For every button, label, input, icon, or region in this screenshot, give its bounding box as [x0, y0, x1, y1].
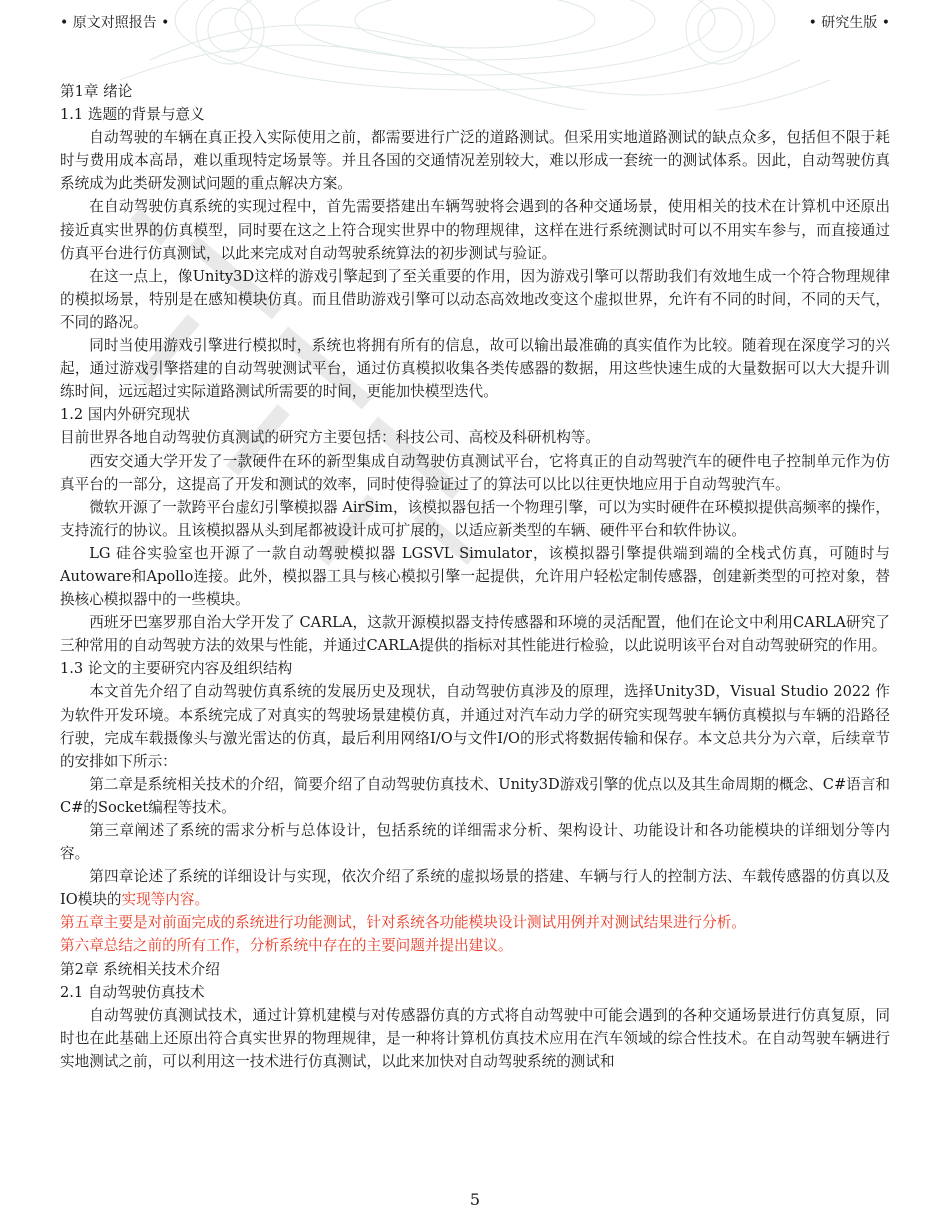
paragraph: 目前世界各地自动驾驶仿真测试的研究方主要包括：科技公司、高校及科研机构等。	[60, 429, 600, 447]
section-1-2-title: 1.2 国内外研究现状	[60, 406, 191, 424]
section-2-1-title: 2.1 自动驾驶仿真技术	[60, 983, 205, 1001]
highlighted-paragraph: 第六章总结之前的所有工作，分析系统中存在的主要问题并提出建议。	[60, 937, 513, 955]
page-number: 5	[469, 1190, 481, 1209]
paragraph: 第二章是系统相关技术的介绍，简要介绍了自动驾驶仿真技术、Unity3D游戏引擎的优点以及其生命周期的概念、C#语言和C#的Socket编程等技术。	[60, 775, 890, 816]
paragraph: 自动驾驶的车辆在真正投入实际使用之前，都需要进行广泛的道路测试。但采用实地道路测试的缺点众多，包括但不限于耗时与费用成本高昂，难以重现特定场景等。并且各国的交通情况差别较大，难以形成一套统一的测试体系。因此，自动驾驶仿真系统成为此类研发测试问题的重点解决方案。	[60, 129, 890, 193]
highlighted-text: 实现等内容。	[121, 891, 210, 909]
paragraph: 西班牙巴塞罗那自治大学开发了 CARLA，这款开源模拟器支持传感器和环境的灵活配置，他们在论文中利用CARLA研究了三种常用的自动驾驶方法的效果与性能，并通过CARLA提供的指标对其性能进行检验，以此说明该平台对自动驾驶研究的作用。	[60, 614, 890, 655]
paragraph: 微软开源了一款跨平台虚幻引擎模拟器 AirSim，该模拟器包括一个物理引擎，可以为实时硬件在环模拟提供高频率的操作，支持流行的协议。且该模拟器从头到尾都被设计成可扩展的，以适应新类型的车辆、硬件平台和软件协议。	[60, 498, 890, 539]
chapter-1-title: 第1章 绪论	[60, 83, 133, 100]
report-type-label: • 原文对照报告 •	[60, 15, 170, 31]
paragraph-text: 第四章论述了系统的详细设计与实现，依次介绍了系统的虚拟场景的搭建、车辆与行人的控制方法、车载传感器的仿真以及IO模块的	[60, 868, 890, 909]
paragraph	[60, 865, 890, 911]
section-1-3-title: 1.3 论文的主要研究内容及组织结构	[60, 660, 293, 678]
paragraph: 在这一点上，像Unity3D这样的游戏引擎起到了至关重要的作用，因为游戏引擎可以帮助我们有效地生成一个符合物理规律的模拟场景，特别是在感知模块仿真。而且借助游戏引擎可以动态高效地改变这个虚拟世界，允许有不同的时间，不同的天气，不同的路况。	[60, 267, 890, 331]
paragraph: 西安交通大学开发了一款硬件在环的新型集成自动驾驶仿真测试平台，它将真正的自动驾驶汽车的硬件电子控制单元作为仿真平台的一部分，这提高了开发和测试的效率，同时使得验证过了的算法可以比以往更快地应用于自动驾驶汽车。	[60, 452, 890, 493]
paragraph: 自动驾驶仿真测试技术，通过计算机建模与对传感器仿真的方式将自动驾驶中可能会遇到的各种交通场景进行仿真复原，同时也在此基础上还原出符合真实世界的物理规律，是一种将计算机仿真技术应用在汽车领域的综合性技术。在自动驾驶车辆进行实地测试之前，可以利用这一技术进行仿真测试，以此来加快对自动驾驶系统的测试和	[60, 1006, 890, 1070]
document-body	[60, 80, 890, 1073]
paragraph: 本文首先介绍了自动驾驶仿真系统的发展历史及现状，自动驾驶仿真涉及的原理，选择Unity3D，Visual Studio 2022 作为软件开发环境。本系统完成了对真实的驾驶场景建模仿真，并通过对汽车动力学的研究实现驾驶车辆仿真模拟与车辆的沿路径行驶，完成车载摄像头与激光雷达的仿真，最后利用网络I/O与文件I/O的形式将数据传输和保存。本文总共分为六章，后续章节的安排如下所示：	[60, 683, 890, 770]
paragraph: LG 硅谷实验室也开源了一款自动驾驶模拟器 LGSVL Simulator，该模拟器引擎提供端到端的全栈式仿真，可随时与Autoware和Apollo连接。此外，模拟器工具与核心模拟引擎一起提供，允许用户轻松定制传感器，创建新类型的可控对象，替换核心模拟器中的一些模块。	[60, 544, 890, 609]
edition-label: • 研究生版 •	[808, 15, 890, 31]
chapter-2-title: 第2章 系统相关技术介绍	[60, 960, 220, 978]
paragraph: 在自动驾驶仿真系统的实现过程中，首先需要搭建出车辆驾驶将会遇到的各种交通场景，使用相关的技术在计算机中还原出接近真实世界的仿真模型，同时要在这之上符合现实世界中的物理规律，这样在进行系统测试时可以不用实车参与，而直接通过仿真平台进行仿真测试，以此来完成对自动驾驶系统算法的初步测试与验证。	[60, 198, 890, 262]
paragraph: 第三章阐述了系统的需求分析与总体设计，包括系统的详细需求分析、架构设计、功能设计和各功能模块的详细划分等内容。	[60, 822, 890, 863]
paragraph: 同时当使用游戏引擎进行模拟时，系统也将拥有所有的信息，故可以输出最准确的真实值作为比较。随着现在深度学习的兴起，通过游戏引擎搭建的自动驾驶测试平台，通过仿真模拟收集各类传感器的数据，用这些快速生成的大量数据可以大大提升训练时间，远远超过实际道路测试所需要的时间，更能加快模型迭代。	[60, 337, 890, 401]
highlighted-paragraph: 第五章主要是对前面完成的系统进行功能测试，针对系统各功能模块设计测试用例并对测试结果进行分析。	[60, 914, 746, 932]
section-1-1-title: 1.1 选题的背景与意义	[60, 106, 205, 124]
